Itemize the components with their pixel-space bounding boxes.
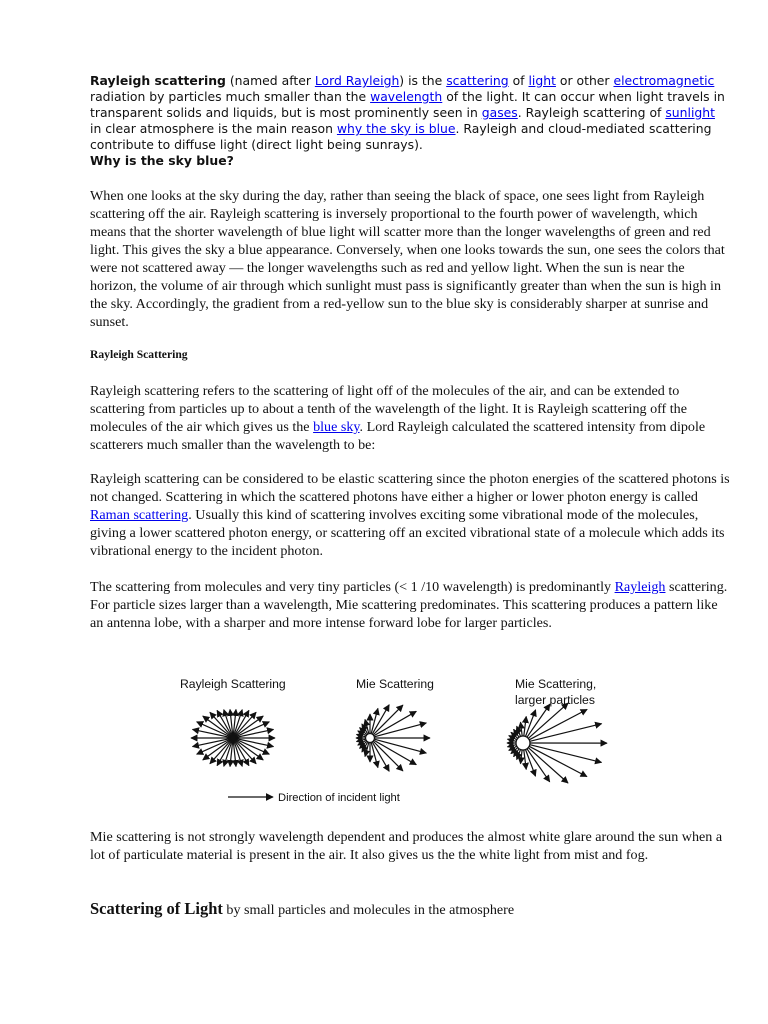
paragraph-refers: Rayleigh scattering refers to the scattering of light off of the molecules of the air, and can be extended to scattering from particles up to about a tenth of the wavelength of the light. It is Rayleigh scattering off the molecules of the air which gives us the blue sky. Lord Rayleigh calculated the scattered intensity from dipole scatterers much smaller than the wavelength to be: <box>90 383 706 453</box>
mie-large-ray <box>530 745 602 763</box>
mie-large-ray <box>529 746 587 776</box>
label-mie-scattering: Mie Scattering <box>356 677 434 691</box>
mie-large-ray <box>527 704 550 737</box>
mie-large-ray <box>527 749 550 782</box>
paragraph-molecules: The scattering from molecules and very tiny particles (< 1 /10 wavelength) is predominantly Rayleigh scattering. For particle sizes larger than a wavelength, Mie scattering predominates. This scattering produces a pattern like an antenna lobe, with a sharper and more intense forward lobe for larger particles. <box>90 579 728 631</box>
paragraph-sky: When one looks at the sky during the day, rather than seeing the black of space, one sees light from Rayleigh scattering off the air. Rayleigh scattering is inversely proportional to the fourth power of wavelength, which means that the shorter wavelength of blue light will scatter more than the longer wavelengths of green and red light. This gives the sky a blue appearance. Conversely, when one looks towards the sun, one sees the colors that were not scattered away — the longer wavelengths such as red and yellow light. When the sun is near the horizon, the volume of air through which sunlight must pass is significantly greater than when the sun is high in the sky. Accordingly, the gradient from a red-yellow sun to the blue sky is considerably sharper at sunrise and sunset. <box>90 188 725 330</box>
mie-large-particle <box>516 736 530 750</box>
heading-rayleigh-scattering: Rayleigh Scattering <box>90 348 188 361</box>
mie-large-ray <box>529 709 587 739</box>
scattering-diagram <box>163 668 613 808</box>
paragraph-mie: Mie scattering is not strongly wavelength dependent and produces the almost white glare around the sun when a lot of particulate material is present in the air. It also gives us the the white light from mist and fog. <box>90 829 723 863</box>
heading-why-sky-blue: Why is the sky blue? <box>90 153 234 168</box>
intro-term: Rayleigh scattering <box>90 73 226 88</box>
intro-paragraph: Rayleigh scattering (named after Lord Rayleigh) is the scattering of light or other electromagnetic radiation by particles much smaller than the wavelength of the light. It can occur when light travels in transparent solids and liquids, but is most prominently seen in gases. Rayleigh scattering of sunlight in clear atmosphere is the main reason why the sky is blue. Rayleigh and cloud-mediated scattering contribute to diffuse light (direct light being sunrays). <box>90 73 725 152</box>
link-why-sky-blue[interactable]: why the sky is blue <box>336 121 456 136</box>
footer-bold: Scattering of Light <box>90 899 223 918</box>
label-incident-light: Direction of incident light <box>278 792 400 804</box>
label-rayleigh-scattering: Rayleigh Scattering <box>180 677 286 691</box>
link-light[interactable]: light <box>528 73 556 88</box>
link-sunlight[interactable]: sunlight <box>665 105 715 120</box>
mie-large-ray <box>521 750 523 764</box>
mie-large-ray <box>524 750 526 769</box>
paragraph-elastic: Rayleigh scattering can be considered to be elastic scattering since the photon energies of the scattered photons is not changed. Scattering in which the scattered photons have either a higher or lower photon energy is called Raman scattering. Usually this kind of scattering involves exciting some vibrational mode of the molecules, giving a lower scattered photon energy, or scattering off an excited vibrational state of a molecule which adds its vibrational energy to the incident photon. <box>90 471 730 559</box>
label-mie-large-2: larger particles <box>515 693 595 707</box>
link-blue-sky[interactable]: blue sky <box>313 419 360 435</box>
link-scattering[interactable]: scattering <box>446 73 509 88</box>
mie-large-ray <box>521 722 523 736</box>
mie-large-ray <box>524 717 526 737</box>
mie-ray <box>374 711 416 735</box>
link-lord-rayleigh[interactable]: Lord Rayleigh <box>314 73 400 88</box>
rayleigh-particle <box>231 736 235 740</box>
link-wavelength[interactable]: wavelength <box>370 89 443 104</box>
link-electromagnetic[interactable]: electromagnetic <box>613 73 715 88</box>
link-rayleigh[interactable]: Rayleigh <box>614 579 666 595</box>
mie-large-ray <box>530 724 602 742</box>
link-gases[interactable]: gases <box>481 105 518 120</box>
mie-ray <box>374 741 416 765</box>
mie-large-ray <box>508 745 517 747</box>
link-raman-scattering[interactable]: Raman scattering <box>90 507 189 523</box>
footer-line: Scattering of Light by small particles and molecules in the atmosphere <box>90 899 515 918</box>
mie-particle <box>366 734 375 743</box>
label-mie-large-1: Mie Scattering, <box>515 677 597 691</box>
mie-large-ray <box>508 739 517 741</box>
